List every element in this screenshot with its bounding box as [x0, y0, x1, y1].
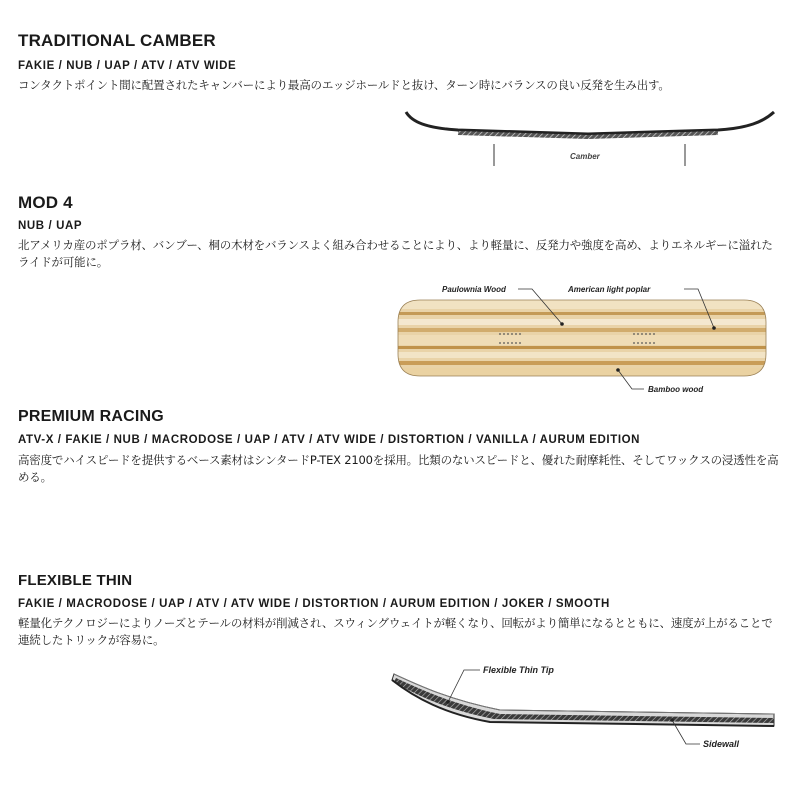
section-description: 北アメリカ産のポプラ材、バンブー、桐の木材をバランスよく組み合わせることにより、より軽量に、反発力や強度を高め、よりエネルギーに溢れたライドが可能に。 [18, 238, 773, 269]
compatible-models: FAKIE / NUB / UAP / ATV / ATV WIDE [18, 60, 237, 72]
section-title: TRADITIONAL CAMBER [18, 31, 216, 50]
camber-board-profile [406, 112, 774, 134]
wood-core-diagram [392, 276, 772, 400]
compatible-models: FAKIE / MACRODOSE / UAP / ATV / ATV WIDE / DISTORTION / AURUM EDITION / JOKER / SMOOTH [18, 598, 610, 610]
section-mod-4 [18, 193, 782, 271]
flexible-thin-diagram [390, 660, 780, 760]
callout-tip [448, 670, 480, 702]
section-title: MOD 4 [18, 193, 73, 212]
camber-diagram [398, 108, 780, 174]
section-description: 軽量化テクノロジーによりノーズとテールの材料が削減され、スウィングウェイトが軽くなり、回転がより簡単になるとともに、速度が上がることで連続したトリックが容易に。 [18, 616, 773, 647]
section-description: 高密度でハイスピードを提供するベース素材はシンタードP-TEX 2100を採用。比類のないスピードと、優れた耐摩耗性、そしてワックスの浸透性を高める。 [18, 453, 779, 484]
flexible-thin-tip-label: Flexible Thin Tip [483, 665, 554, 675]
section-description: コンタクトポイント間に配置されたキャンバーにより最高のエッジホールドと抜け、ターン時にバランスの良い反発を生み出す。 [18, 78, 670, 92]
section-title: FLEXIBLE THIN [18, 572, 133, 589]
section-premium-racing [18, 407, 782, 486]
poplar-label: American light poplar [568, 285, 651, 294]
compatible-models: ATV-X / FAKIE / NUB / MACRODOSE / UAP / ATV / ATV WIDE / DISTORTION / VANILLA / AURUM EDITION [18, 434, 641, 446]
bamboo-label: Bamboo wood [648, 385, 704, 394]
section-flexible-thin [18, 571, 782, 649]
section-title: PREMIUM RACING [18, 408, 164, 425]
sidewall-label: Sidewall [703, 739, 740, 749]
camber-label: Camber [570, 152, 600, 161]
section-traditional-camber [18, 31, 782, 94]
compatible-models: NUB / UAP [18, 220, 83, 232]
paulownia-label: Paulownia Wood [442, 285, 506, 294]
